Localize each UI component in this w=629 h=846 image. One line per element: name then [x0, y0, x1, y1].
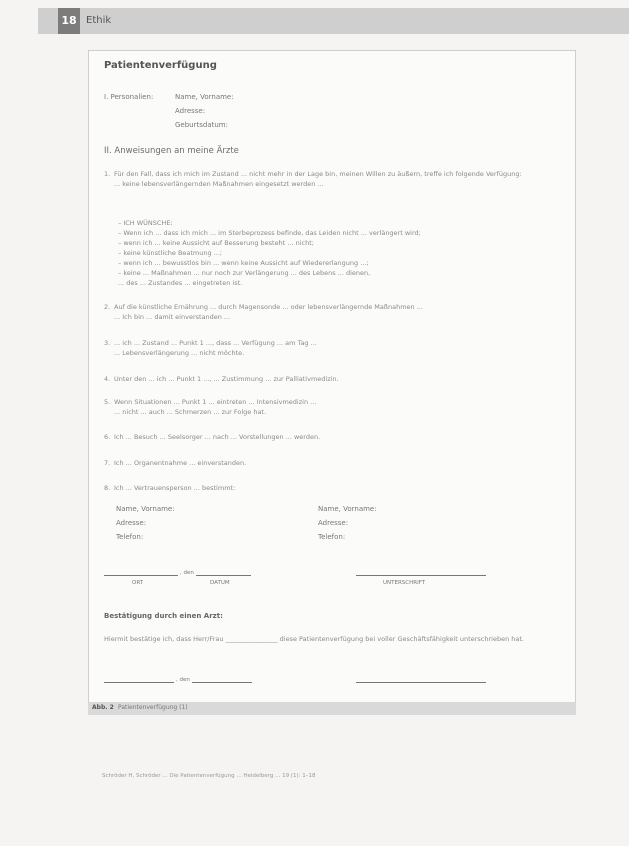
- figure-label: Abb. 2: [92, 704, 114, 711]
- contact-right-address-label: Adresse:: [318, 519, 349, 527]
- date-connector: , den: [180, 570, 194, 576]
- item-line: Unter den ... ich ... Punkt 1 ..., ... Zustimmung ... zur Palliativmedizin.: [114, 375, 339, 383]
- page-footer: Schröder H, Schröder ... Die Patientenverfügung ... Heidelberg ... 19 (1): 1–18: [102, 773, 316, 779]
- item-line: Wenn Situationen ... Punkt 1 ... eintreten ... Intensivmedizin ...: [114, 398, 317, 406]
- item-line: Auf die künstliche Ernährung ... durch Magensonde ... oder lebensverlängernde Maßnahmen ...: [114, 303, 423, 311]
- item-line: – wenn ich ... keine Aussicht auf Besserung besteht ... nicht;: [118, 239, 314, 247]
- contact-right-phone-label: Telefon:: [318, 533, 346, 541]
- confirmation-text: Hiermit bestätige ich, dass Herr/Frau ________________ diese Patientenverfügung bei voller Geschäftsfähigkeit unterschrieben hat.: [104, 635, 524, 643]
- item-line: Ich ... Vertrauensperson ... bestimmt:: [114, 484, 236, 492]
- item-line: ... keine lebensverlängernden Maßnahmen eingesetzt werden ...: [114, 180, 324, 188]
- item-line: ... nicht ... auch ... Schmerzen ... zur Folge hat.: [114, 408, 267, 416]
- item-line: – Wenn ich ... dass ich mich ... im Sterbeprozess befinde, das Leiden nicht ... verlängert wird;: [118, 229, 421, 237]
- confirmation-date-line: [192, 682, 252, 683]
- item-line: – wenn ich ... bewusstlos bin ... wenn keine Aussicht auf Wiedererlangung ...;: [118, 259, 369, 267]
- item-number: 6.: [104, 433, 111, 441]
- item-line: ... ich ... Zustand ... Punkt 1 ..., dass ... Verfügung ... am Tag ...: [114, 339, 317, 347]
- item-number: 7.: [104, 459, 111, 467]
- personal-data-label: I. Personalien:: [104, 93, 154, 101]
- item-number: 3.: [104, 339, 111, 347]
- item-line: – keine ... Maßnahmen ... nur noch zur Verlängerung ... des Lebens ... dienen,: [118, 269, 371, 277]
- item-line: Für den Fall, dass ich mich im Zustand ... nicht mehr in der Lage bin, meinen Willen zu äußern, treffe ich folgende Verfügung:: [114, 170, 522, 178]
- contact-right-name-label: Name, Vorname:: [318, 505, 377, 513]
- confirmation-place-line: [104, 682, 174, 683]
- date-label: DATUM: [210, 580, 230, 586]
- figure-caption: Patientenverfügung (1): [118, 704, 188, 711]
- item-number: 1.: [104, 170, 111, 178]
- place-label: ORT: [132, 580, 144, 586]
- contact-left-name-label: Name, Vorname:: [116, 505, 175, 513]
- item-line: – ICH WÜNSCHE:: [118, 219, 173, 227]
- confirmation-signature-line: [356, 682, 486, 683]
- item-number: 8.: [104, 484, 111, 492]
- contact-left-phone-label: Telefon:: [116, 533, 144, 541]
- address-field-label: Adresse:: [175, 107, 206, 115]
- signature-line: [356, 575, 486, 576]
- item-line: ... des ... Zustandes ... eingetreten ist.: [118, 279, 243, 287]
- document-title: Patientenverfügung: [104, 60, 217, 71]
- section-heading: II. Anweisungen an meine Ärzte: [104, 146, 239, 156]
- item-line: – keine künstliche Beatmung ...;: [118, 249, 223, 257]
- item-line: Ich ... Organentnahme ... einverstanden.: [114, 459, 247, 467]
- item-number: 2.: [104, 303, 111, 311]
- header-bar: [38, 8, 629, 34]
- date-signature-line: [196, 575, 251, 576]
- item-line: ... Ich bin ... damit einverstanden ...: [114, 313, 231, 321]
- contact-left-address-label: Adresse:: [116, 519, 147, 527]
- place-signature-line: [104, 575, 178, 576]
- item-number: 4.: [104, 375, 111, 383]
- item-line: Ich ... Besuch ... Seelsorger ... nach ... Vorstellungen ... werden.: [114, 433, 321, 441]
- confirmation-heading: Bestätigung durch einen Arzt:: [104, 612, 223, 620]
- header-title: Ethik: [86, 15, 112, 26]
- item-number: 5.: [104, 398, 111, 406]
- item-line: ... Lebensverlängerung ... nicht möchte.: [114, 349, 245, 357]
- page-number: 18: [58, 8, 80, 34]
- signature-label: UNTERSCHRIFT: [383, 580, 426, 586]
- confirmation-date-connector: , den: [176, 677, 190, 683]
- name-field-label: Name, Vorname:: [175, 93, 234, 101]
- birthdate-field-label: Geburtsdatum:: [175, 121, 228, 129]
